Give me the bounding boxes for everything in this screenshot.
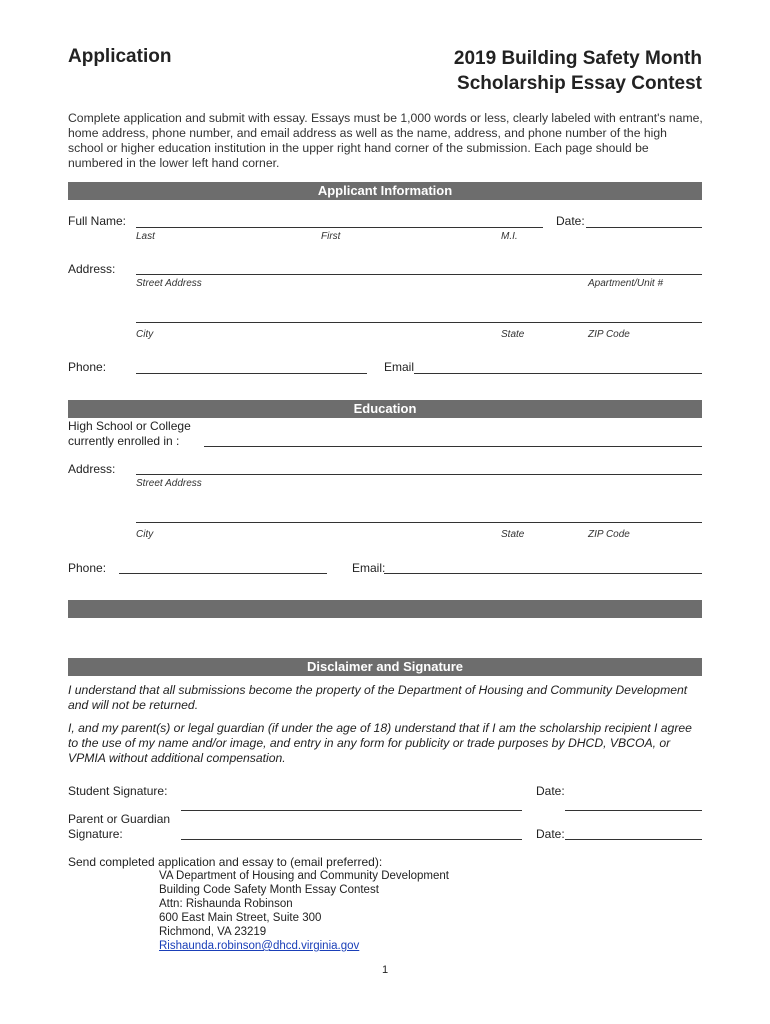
- contest-title-line2: Scholarship Essay Contest: [457, 73, 702, 94]
- education-section-header: Education: [68, 400, 702, 418]
- applicant-state-caption: State: [501, 329, 525, 340]
- address-line-department: VA Department of Housing and Community Development: [159, 870, 449, 882]
- applicant-date-field[interactable]: [586, 227, 702, 228]
- applicant-zip-caption: ZIP Code: [588, 329, 630, 340]
- disclaimer-section-header: Disclaimer and Signature: [68, 658, 702, 676]
- address-line-street: 600 East Main Street, Suite 300: [159, 912, 322, 924]
- parent-signature-label-line1: Parent or Guardian: [68, 812, 171, 826]
- disclaimer-paragraph-1: I understand that all submissions become the property of the Department of Housing and Community Development and will not be returned.: [68, 683, 688, 712]
- page-number: 1: [381, 964, 389, 976]
- applicant-date-label: Date:: [556, 214, 585, 228]
- contest-title-line1: 2019 Building Safety Month: [453, 48, 702, 69]
- applicant-city-state-zip-field[interactable]: [136, 322, 702, 323]
- school-zip-caption: ZIP Code: [588, 529, 630, 540]
- applicant-city-caption: City: [136, 329, 154, 340]
- applicant-apt-caption: Apartment/Unit #: [588, 278, 664, 289]
- school-street-field[interactable]: [136, 474, 702, 475]
- applicant-phone-field[interactable]: [136, 373, 367, 374]
- applicant-street-caption: Street Address: [136, 278, 202, 289]
- school-name-field[interactable]: [204, 446, 702, 447]
- parent-signature-field[interactable]: [181, 839, 522, 840]
- applicant-email-field[interactable]: [414, 373, 702, 374]
- applicant-section-header: Applicant Information: [68, 182, 702, 200]
- school-label: [68, 419, 191, 449]
- parent-date-label: Date:: [536, 827, 565, 841]
- address-line-attn: Attn: Rishaunda Robinson: [159, 898, 293, 910]
- contact-email-link[interactable]: Rishaunda.robinson@dhcd.virginia.gov: [159, 940, 360, 952]
- applicant-email-label: Email: [384, 360, 415, 374]
- school-email-label: Email:: [352, 561, 386, 575]
- full-name-field[interactable]: [136, 227, 543, 228]
- last-name-caption: Last: [136, 231, 155, 242]
- blank-divider-bar: [68, 600, 702, 618]
- applicant-address-label: Address:: [68, 262, 116, 276]
- student-date-label: Date:: [536, 784, 565, 798]
- parent-signature-label-line2: Signature:: [68, 827, 123, 841]
- school-label-line2: currently enrolled in :: [68, 434, 180, 448]
- disclaimer-paragraph-2: I, and my parent(s) or legal guardian (if under the age of 18) understand that if I am the scholarship recipient I agree to the use of my name and/or image, and entry in any form for publicity or trade purposes by DHCD, VBCOA, or VPMIA without additional compensation.: [68, 721, 692, 765]
- first-name-caption: First: [321, 231, 341, 242]
- full-name-label: Full Name:: [68, 214, 127, 228]
- school-address-label: Address:: [68, 462, 116, 476]
- address-line-city: Richmond, VA 23219: [159, 926, 267, 938]
- application-title: Application: [68, 46, 172, 67]
- applicant-phone-label: Phone:: [68, 360, 107, 374]
- middle-initial-caption: M.I.: [501, 231, 518, 242]
- school-street-caption: Street Address: [136, 478, 202, 489]
- mailing-address: [159, 869, 449, 953]
- send-to-intro: Send completed application and essay to (email preferred):: [68, 855, 383, 869]
- student-signature-field[interactable]: [181, 810, 522, 811]
- intro-instructions: Complete application and submit with essay. Essays must be 1,000 words or less, clearly labeled with entrant's name, home address, phone number, and email address as well as the name, address, and phone number of the high school or higher education institution in the upper right hand corner of the submission. Each page should be numbered in the lower left hand corner.: [68, 111, 703, 170]
- school-phone-field[interactable]: [119, 573, 327, 574]
- school-email-field[interactable]: [384, 573, 702, 574]
- school-label-line1: High School or College: [68, 419, 191, 433]
- school-phone-label: Phone:: [68, 561, 107, 575]
- school-city-state-zip-field[interactable]: [136, 522, 702, 523]
- contest-title: [454, 46, 702, 96]
- applicant-street-field[interactable]: [136, 274, 702, 275]
- parent-signature-label: [68, 812, 170, 842]
- address-line-contest: Building Code Safety Month Essay Contest: [159, 884, 379, 896]
- school-state-caption: State: [501, 529, 525, 540]
- parent-date-field[interactable]: [565, 839, 702, 840]
- school-city-caption: City: [136, 529, 154, 540]
- student-date-field[interactable]: [565, 810, 702, 811]
- student-signature-label: Student Signature:: [68, 784, 168, 798]
